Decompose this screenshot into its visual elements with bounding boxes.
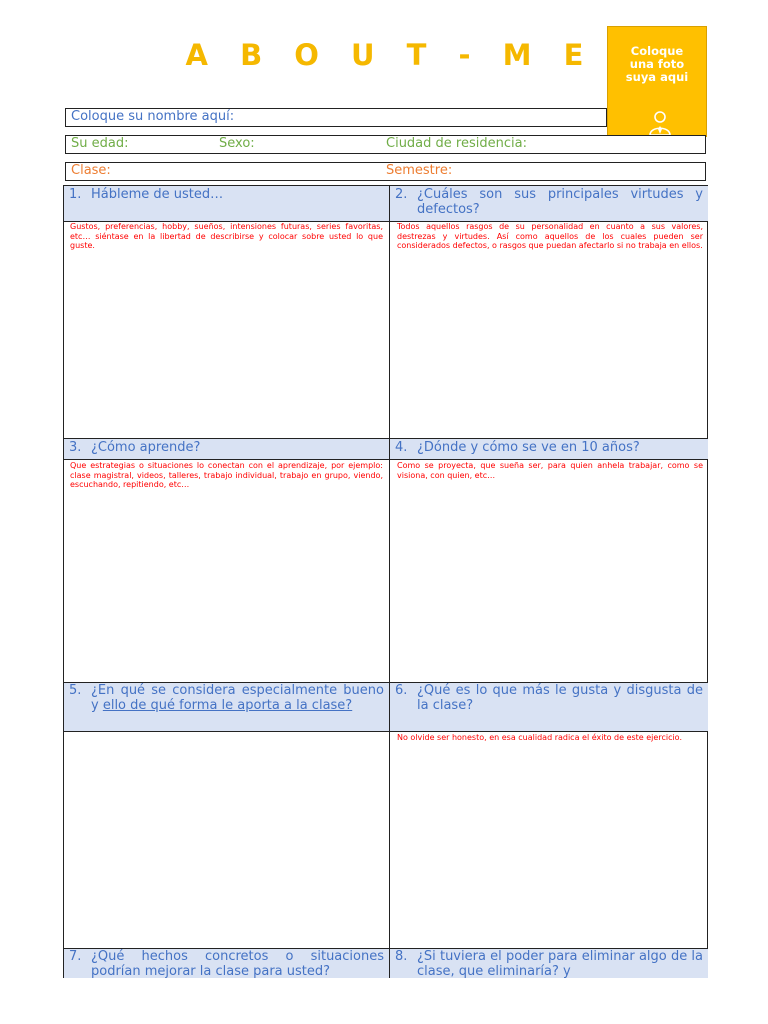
questions-grid: [63, 185, 708, 978]
class-info-row: [65, 162, 706, 181]
semester-label[interactable]: Semestre:: [386, 163, 453, 178]
question-6-header: 6. ¿Qué es lo que más le gusta y disgusta de la clase?: [390, 683, 708, 732]
person-icon: [648, 110, 672, 136]
sex-label[interactable]: Sexo:: [219, 136, 255, 151]
age-label[interactable]: Su edad:: [71, 136, 129, 151]
question-1-hint[interactable]: Gustos, preferencias, hobby, sueños, intensiones futuras, series favoritas, etc… siéntase en la libertad de describirse y colocar sobre usted lo que guste.: [70, 222, 383, 251]
photo-placeholder[interactable]: [607, 26, 707, 137]
question-2-hint[interactable]: Todos aquellos rasgos de su personalidad en cuanto a sus valores, destrezas y virtudes. Así como aquellos de los cuales pueden ser considerados defectos, o rasgos que puedan afectarlo si no trabaja en ellos.: [397, 222, 703, 251]
question-3-hint[interactable]: Que estrategias o situaciones lo conectan con el aprendizaje, por ejemplo: clase magistral, videos, talleres, trabajo individual, trabajo en grupo, viendo, escuchando, repitiendo, etc…: [70, 461, 383, 490]
question-3-header: 3. ¿Cómo aprende?: [64, 439, 389, 460]
question-5-header: 5. ¿En qué se considera especialmente bueno y ello de qué forma le aporta a la clase?: [64, 683, 389, 732]
photo-placeholder-text: Coloque una foto suya aqui: [625, 44, 689, 84]
personal-info-row: [65, 135, 706, 154]
class-label[interactable]: Clase:: [71, 163, 111, 178]
city-label[interactable]: Ciudad de residencia:: [386, 136, 527, 151]
page-title: A B O U T - M E: [185, 38, 595, 72]
question-8-header: 8. ¿Si tuviera el poder para eliminar algo de la clase, que eliminaría? y: [390, 949, 708, 978]
question-7-header: 7. ¿Qué hechos concretos o situaciones podrían mejorar la clase para usted?: [64, 949, 389, 978]
question-6-hint[interactable]: No olvide ser honesto, en esa cualidad radica el éxito de este ejercicio.: [397, 733, 682, 742]
grid-divider: [389, 186, 390, 977]
question-2-header: 2. ¿Cuáles son sus principales virtudes y defectos?: [390, 186, 708, 222]
question-4-hint[interactable]: Como se proyecta, que sueña ser, para quien anhela trabajar, como se visiona, con quien, etc…: [397, 461, 703, 480]
name-label: Coloque su nombre aquí:: [71, 109, 235, 124]
question-1-header: 1. Hábleme de usted…: [64, 186, 389, 222]
question-5-underlined: ello de qué forma le aporta a la clase?: [102, 698, 353, 713]
question-4-header: 4. ¿Dónde y cómo se ve en 10 años?: [390, 439, 708, 460]
name-field[interactable]: [65, 108, 607, 127]
